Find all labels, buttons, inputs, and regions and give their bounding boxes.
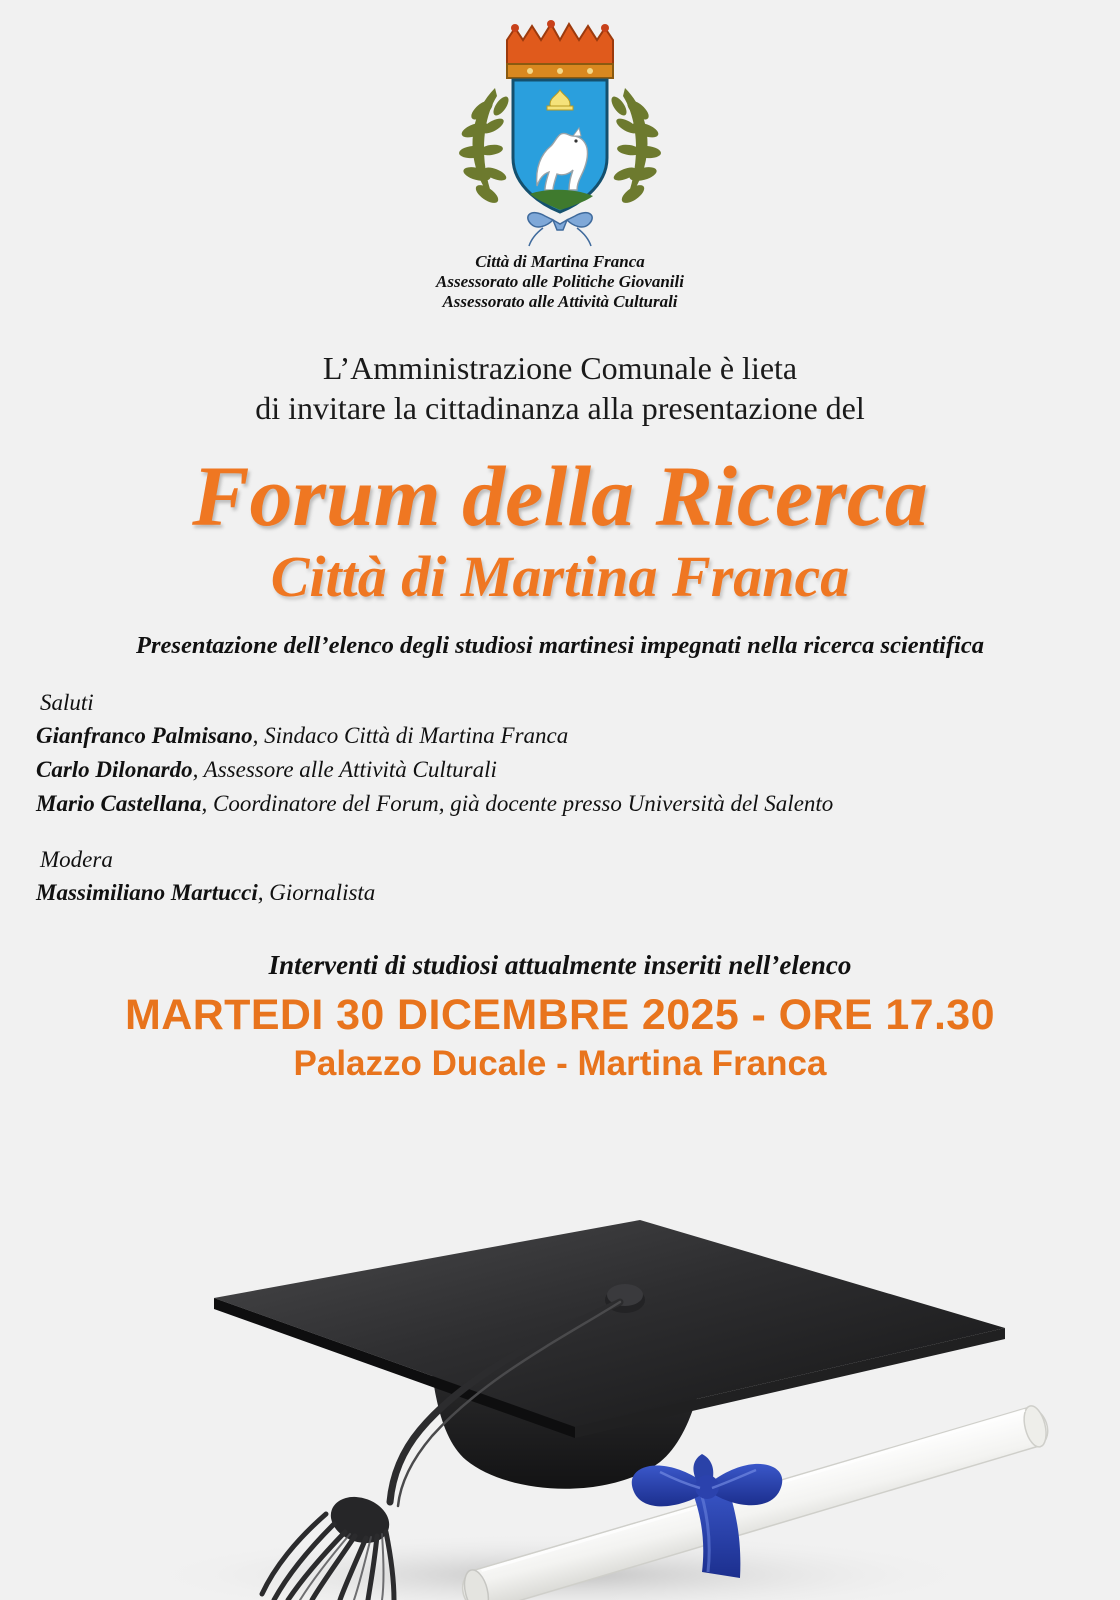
credits-block (0, 690, 1120, 910)
person-name: Carlo Dilonardo (36, 757, 193, 782)
page-title: Forum della Ricerca (192, 448, 928, 544)
person-role: , Sindaco Città di Martina Franca (252, 723, 569, 748)
crest-caption (0, 252, 1120, 312)
crest-caption-line-2: Assessorato alle Politiche Giovanili (436, 272, 684, 291)
person-role: , Assessore alle Attività Culturali (192, 757, 497, 782)
title-block (0, 450, 1120, 610)
person-name: Massimiliano Martucci (36, 880, 258, 905)
intro-text (0, 348, 1120, 428)
list-item (36, 719, 1120, 753)
event-description: Presentazione dell’elenco degli studiosi martinesi impegnati nella ricerca scientifica (136, 632, 984, 659)
crest-caption-line-3: Assessorato alle Attività Culturali (442, 292, 678, 311)
person-role: , Giornalista (257, 880, 376, 905)
list-item (36, 787, 1120, 821)
greetings-label: Saluti (40, 690, 94, 715)
list-item (36, 876, 1120, 910)
coat-of-arms-icon (435, 18, 685, 248)
event-date: MARTEDI 30 DICEMBRE 2025 - ORE 17.30 (125, 991, 995, 1039)
person-name: Mario Castellana (36, 791, 202, 816)
crest-caption-line-1: Città di Martina Franca (475, 252, 645, 271)
interventi-line: Interventi di studiosi attualmente inseriti nell’elenco (268, 950, 852, 980)
intro-line-1: L’Amministrazione Comunale è lieta (322, 350, 798, 386)
person-role: , Coordinatore del Forum, già docente presso Università del Salento (201, 791, 834, 816)
list-item (36, 753, 1120, 787)
crest-block (0, 0, 1120, 312)
moderator-label: Modera (40, 847, 113, 872)
event-place: Palazzo Ducale - Martina Franca (293, 1044, 827, 1083)
intro-line-2: di invitare la cittadinanza alla presentazione del (255, 390, 865, 426)
graduation-cap-and-diploma-photo (0, 1180, 1120, 1600)
page-subtitle: Città di Martina Franca (270, 544, 850, 609)
credits-spacer (36, 821, 1120, 847)
person-name: Gianfranco Palmisano (36, 723, 253, 748)
